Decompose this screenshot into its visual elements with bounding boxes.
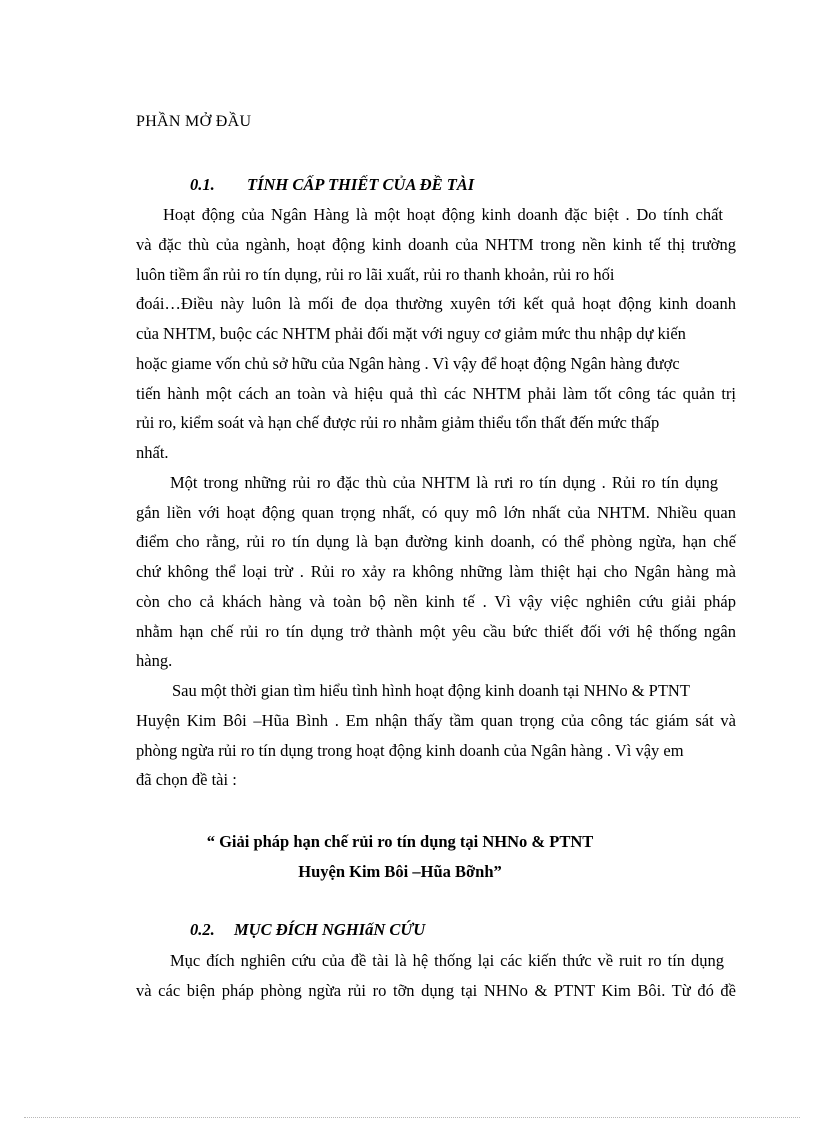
page-bottom-divider bbox=[24, 1117, 800, 1118]
paragraph-line: nhằm hạn chế rủi ro tín dụng trở thành một yêu cầu bức thiết đối với hệ thống ngân bbox=[136, 622, 736, 641]
paragraph-line: Huyện Kim Bôi –Hũa Bình . Em nhận thấy tầm quan trọng của công tác giám sát và bbox=[136, 711, 736, 730]
paragraph-line: của NHTM, buộc các NHTM phải đối mặt với nguy cơ giảm mức thu nhập dự kiến bbox=[136, 324, 686, 343]
paragraph-line: hàng. bbox=[136, 651, 173, 670]
topic-title-line: Huyện Kim Bôi –Hũa Bỡnh” bbox=[298, 862, 502, 881]
paragraph-line: Mục đích nghiên cứu của đề tài là hệ thống lại các kiến thức về ruit ro tín dụng bbox=[170, 951, 724, 970]
paragraph-line: chứ không thể loại trừ . Rủi ro xảy ra không những làm thiệt hại cho Ngân hàng mà bbox=[136, 562, 736, 581]
section-2-title: MỤC ĐÍCH NGHIấN CỨU bbox=[234, 920, 426, 939]
paragraph-line: còn cho cả khách hàng và toàn bộ nền kinh tế . Vì vậy việc nghiên cứu giải pháp bbox=[136, 592, 736, 611]
paragraph-line: phòng ngừa rủi ro tín dụng trong hoạt động kinh doanh của Ngân hàng . Vì vậy em bbox=[136, 741, 684, 760]
paragraph-line: đã chọn đề tài : bbox=[136, 770, 237, 789]
topic-title-line: “ Giải pháp hạn chế rủi ro tín dụng tại NHNo & PTNT bbox=[206, 832, 594, 851]
paragraph-line: gắn liền với hoạt động quan trọng nhất, có quy mô lớn nhất của NHTM. Nhiều quan bbox=[136, 503, 736, 522]
paragraph-line: đoái…Điều này luôn là mối đe dọa thường xuyên tới kết quả hoạt động kinh doanh bbox=[136, 294, 736, 313]
paragraph-line: nhất. bbox=[136, 443, 169, 462]
paragraph-line: và các biện pháp phòng ngừa rủi ro tỡn dụng tại NHNo & PTNT Kim Bôi. Từ đó đề bbox=[136, 981, 736, 1000]
paragraph-line: rủi ro, kiểm soát và hạn chế được rủi ro nhằm giảm thiểu tổn thất đến mức thấp bbox=[136, 413, 660, 432]
paragraph-line: Sau một thời gian tìm hiểu tình hình hoạt động kinh doanh tại NHNo & PTNT bbox=[172, 681, 690, 700]
document-heading: PHẦN MỞ ĐẦU bbox=[136, 113, 252, 130]
paragraph-line: điểm cho rằng, rủi ro tín dụng là bạn đường kinh doanh, có thể phòng ngừa, hạn chế bbox=[136, 532, 736, 551]
paragraph-line: hoặc giame vốn chủ sở hữu của Ngân hàng . Vì vậy để hoạt động Ngân hàng được bbox=[136, 354, 680, 373]
paragraph-line: luôn tiềm ẩn rủi ro tín dụng, rủi ro lãi xuất, rủi ro thanh khoản, rủi ro hối bbox=[136, 265, 615, 284]
paragraph-line: và đặc thù của ngành, hoạt động kinh doanh của NHTM trong nền kinh tế thị trường bbox=[136, 235, 736, 254]
section-2-number: 0.2. bbox=[190, 920, 215, 939]
paragraph-line: Một trong những rủi ro đặc thù của NHTM là rưi ro tín dụng . Rủi ro tín dụng bbox=[170, 473, 718, 492]
section-1-number: 0.1. bbox=[190, 175, 215, 194]
section-1-title: TÍNH CẤP THIẾT CỦA ĐỀ TÀI bbox=[247, 175, 475, 194]
paragraph-line: tiến hành một cách an toàn và hiệu quả thì các NHTM phải làm tốt công tác quản trị bbox=[136, 384, 736, 403]
paragraph-line: Hoạt động của Ngân Hàng là một hoạt động kinh doanh đặc biệt . Do tính chất bbox=[163, 205, 723, 224]
